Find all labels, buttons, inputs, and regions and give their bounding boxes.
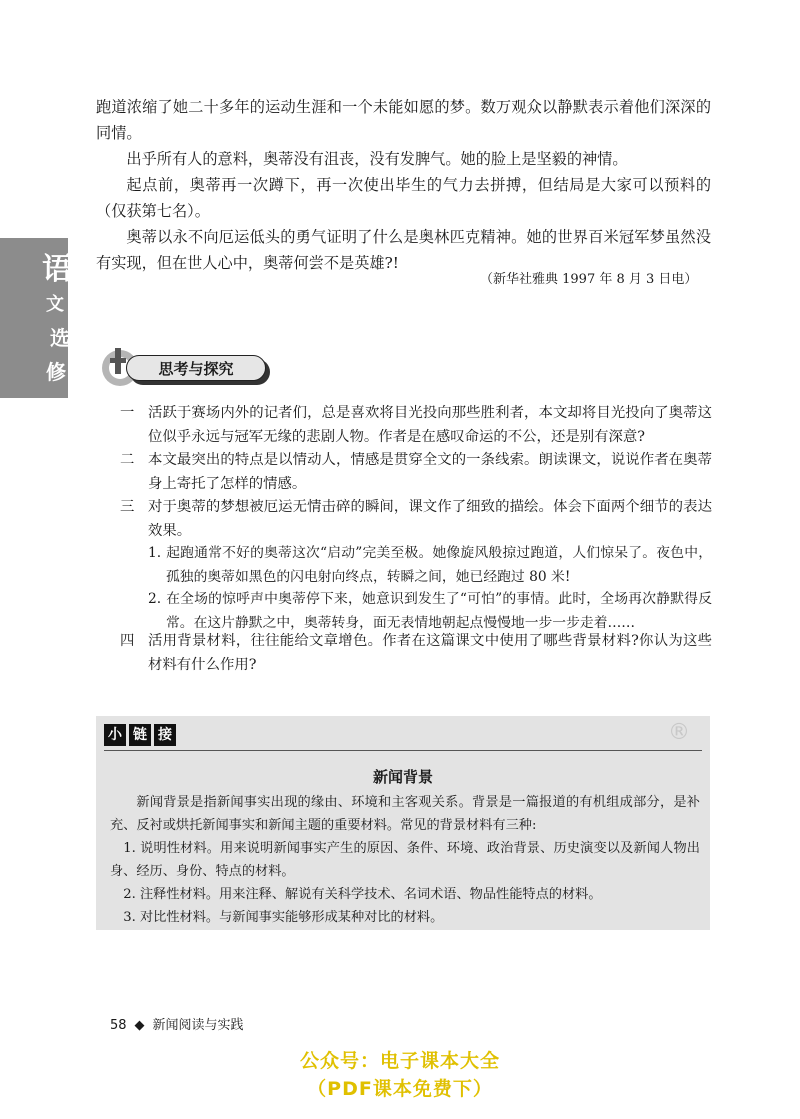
question-item [120,402,712,450]
question-number: 一 [120,405,135,421]
link-divider [104,750,702,751]
page-footer [110,1014,244,1033]
promo-line: （PDF课本免费下） [307,1078,493,1100]
side-tab-char: 文 [46,294,64,315]
section-title: 思考与探究 [126,355,266,381]
side-tab-char: 修 [46,360,66,384]
question-text: 本文最突出的特点是以情动人，情感是贯穿全文的一条线索。朗读课文，说说作者在奥蒂身上寄托了怎样的情感。 [148,452,712,492]
detail-text: 起跑通常不好的奥蒂这次“启动”完美至极。她像旋风般掠过跑道，人们惊呆了。夜色中，孤独的奥蒂如黑色的闪电射向终点，转瞬之间，她已经跑过 80 米! [166,545,712,585]
side-tab [0,238,72,398]
link-label-char: 接 [154,724,176,746]
link-label [104,724,176,746]
question-number: 四 [120,633,135,649]
promo-line: 公众号：电子课本大全 [299,1050,500,1072]
link-label-char: 小 [104,724,126,746]
page-number: 58 [110,1018,127,1033]
link-item: 2. 注释性材料。用来注释、解说有关科学技术、名词术语、物品性能特点的材料。 [123,887,602,902]
question-text: 活跃于赛场内外的记者们，总是喜欢将目光投向那些胜利者，本文却将目光投向了奥蒂这位似乎永远与冠军无缘的悲剧人物。作者是在感叹命运的不公，还是别有深意? [148,405,712,445]
link-intro: 新闻背景是指新闻事实出现的缘由、环境和主客观关系。背景是一篇报道的有机组成部分，是补充、反衬或烘托新闻事实和新闻主题的重要材料。常见的背景材料有三种: [110,795,700,833]
question-text: 对于奥蒂的梦想被厄运无情击碎的瞬间，课文作了细致的描绘。体会下面两个细节的表达效果。 [148,499,712,539]
side-tab-char: 选 [50,326,70,350]
paragraph: 奥蒂以永不向厄运低头的勇气证明了什么是奥林匹克精神。她的世界百米冠军梦虽然没有实现，但在世人心中，奥蒂何尝不是英雄?! [96,228,711,272]
book-title: 新闻阅读与实践 [152,1018,244,1033]
paragraph: 跑道浓缩了她二十多年的运动生涯和一个未能如愿的梦。数万观众以静默表示着他们深深的同情。 [96,98,711,142]
news-source: （新华社雅典 1997 年 8 月 3 日电） [480,272,698,287]
question-number: 二 [120,452,135,468]
question-item [120,630,712,678]
paragraph: 起点前，奥蒂再一次蹲下，再一次使出毕生的气力去拼搏，但结局是大家可以预料的（仅获第七名）。 [96,176,711,220]
detail-text: 在全场的惊呼声中奥蒂停下来，她意识到发生了“可怕”的事情。此时，全场再次静默得反常。在这片静默之中，奥蒂转身，面无表情地朝起点慢慢地一步一步走着…… [166,591,712,631]
link-item: 3. 对比性材料。与新闻事实能够形成某种对比的材料。 [123,910,444,925]
question-item [120,449,712,497]
detail-item: 2. 在全场的惊呼声中奥蒂停下来，她意识到发生了“可怕”的事情。此时，全场再次静默得反常。在这片静默之中，奥蒂转身，面无表情地朝起点慢慢地一步一步走着…… [148,591,712,631]
question-number: 三 [120,499,135,515]
watermark-registered-mark: ® [668,720,690,745]
link-title: 新闻背景 [372,768,433,786]
question-text: 活用背景材料，往往能给文章增色。作者在这篇课文中使用了哪些背景材料?你认为这些材料有什么作用? [148,633,712,673]
detail-item: 1. 起跑通常不好的奥蒂这次“启动”完美至极。她像旋风般掠过跑道，人们惊呆了。夜色中，孤独的奥蒂如黑色的闪电射向终点，转瞬之间，她已经跑过 80 米! [148,545,712,585]
link-item: 1. 说明性材料。用来说明新闻事实产生的原因、条件、环境、政治背景、历史演变以及新闻人物出身、经历、身份、特点的材料。 [110,841,700,879]
diamond-icon: ◆ [134,1018,145,1033]
paragraph: 出乎所有人的意料，奥蒂没有沮丧，没有发脾气。她的脸上是坚毅的神情。 [126,150,628,168]
link-label-char: 链 [129,724,151,746]
body-text [96,94,711,276]
question-item [120,496,712,544]
side-tab-char: 语 [42,252,72,287]
